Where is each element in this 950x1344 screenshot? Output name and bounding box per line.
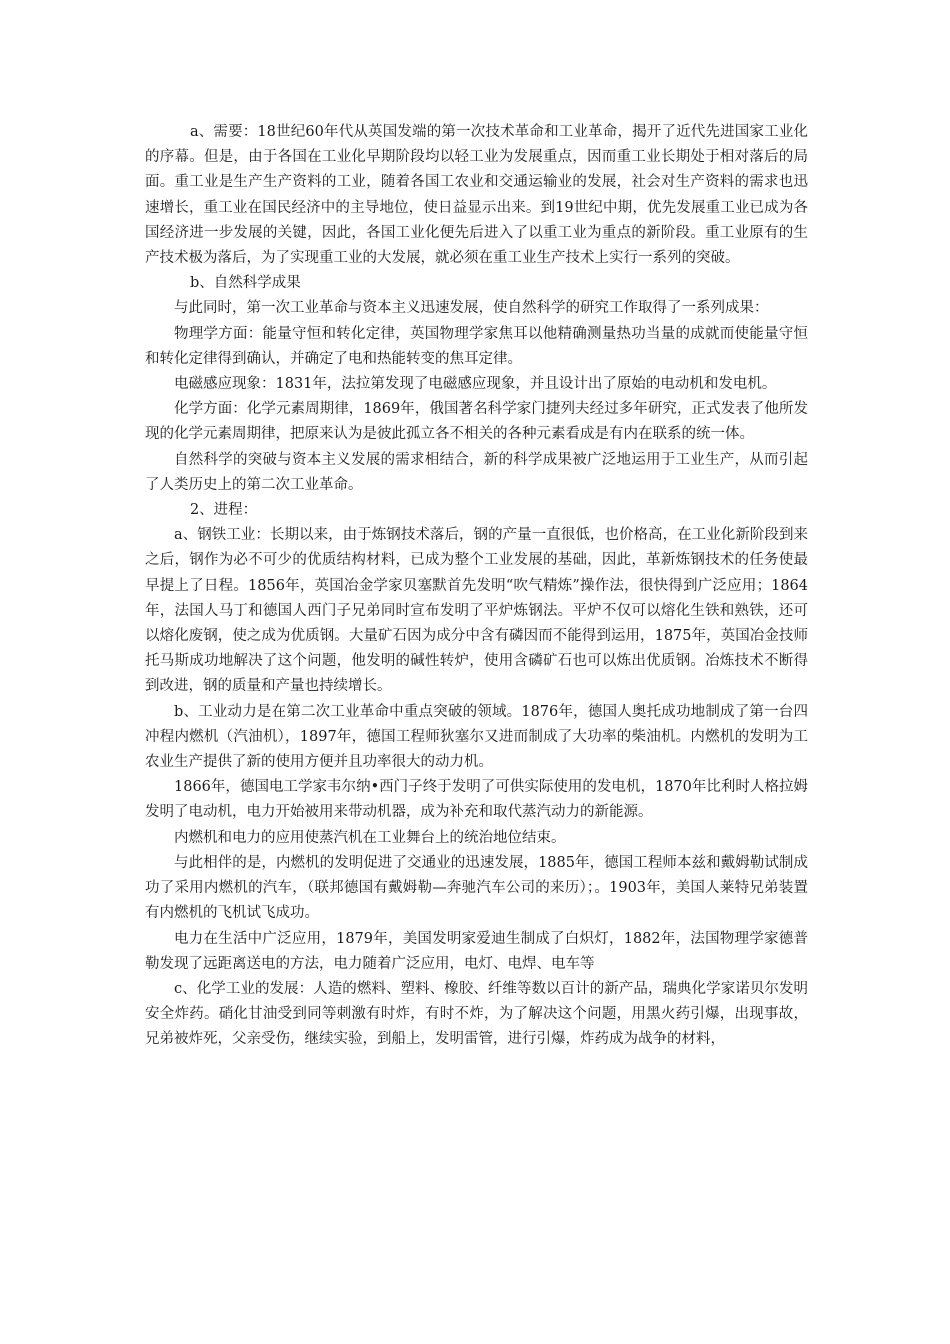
paragraph-demand: a、需要：18世纪60年代从英国发端的第一次技术革命和工业革命，揭开了近代先进国家工业化的序幕。但是，由于各国在工业化早期阶段均以轻工业为发展重点，因而重工业长期处于相对落后的局面。重工业是生产生产资料的工业，随着各国工农业和交通运输业的发展，社会对生产资料的需求也迅速增长，重工业在国民经济中的主导地位，使日益显示出来。到19世纪中期，优先发展重工业已成为各国经济进一步发展的关键，因此，各国工业化便先后进入了以重工业为重点的新阶段。重工业原有的生产技术极为落后，为了实现重工业的大发展，就必须在重工业生产技术上实行一系列的突破。 bbox=[145, 124, 808, 267]
paragraph-chemical-industry: c、化学工业的发展：人造的燃料、塑料、橡胶、纤维等数以百计的新产品，瑞典化学家诺贝尔发明安全炸药。硝化甘油受到同等刺激有时炸，有时不炸，为了解决这个问题，用黑火药引爆，出现事故，兄弟被炸死，父亲受伤，继续实验，到船上，发明雷管，进行引爆，炸药成为战争的材料， bbox=[145, 980, 808, 1048]
paragraph-steel-industry: a、钢铁工业：长期以来，由于炼钢技术落后，钢的产量一直很低，也价格高，在工业化新阶段到来之后，钢作为必不可少的优质结构材料，已成为整个工业发展的基础，因此，革新炼钢技术的任务使最早提上了日程。1856年，英国冶金学家贝塞默首先发明“吹气精炼”操作法，很快得到广泛应用；1864年，法国人马丁和德国人西门子兄弟同时宣布发明了平炉炼钢法。平炉不仅可以熔化生铁和熟铁，还可以熔化废钢，使之成为优质钢。大量矿石因为成分中含有磷因而不能得到运用，1875年，英国冶金技师托马斯成功地解决了这个问题，他发明的碱性转炉，使用含磷矿石也可以炼出优质钢。冶炼技术不断得到改进，钢的质量和产量也持续增长。 bbox=[145, 527, 808, 695]
paragraph-electromagnetic: 电磁感应现象：1831年，法拉第发现了电磁感应现象，并且设计出了原始的电动机和发电机。 bbox=[174, 376, 777, 393]
paragraph-electricity: 电力在生活中广泛应用，1879年，美国发明家爱迪生制成了白炽灯，1882年，法国物理学家德普勒发现了远距离送电的方法，电力随着广泛应用，电灯、电焊、电车等 bbox=[145, 930, 808, 972]
paragraph-transport: 与此相伴的是，内燃机的发明促进了交通业的迅速发展，1885年，德国工程师本兹和戴姆勒试制成功了采用内燃机的汽车，（联邦德国有戴姆勒—奔驰汽车公司的来历）；。1903年，美国人莱特兄弟装置有内燃机的飞机试飞成功。 bbox=[145, 854, 808, 922]
paragraph-power-engine: b、工业动力是在第二次工业革命中重点突破的领域。1876年，德国人奥托成功地制成了第一台四冲程内燃机（汽油机），1897年，德国工程师狄塞尔又进而制成了大功率的柴油机。内燃机的发明为工农业生产提供了新的使用方便并且功率很大的动力机。 bbox=[145, 703, 808, 771]
paragraph-science-industry: 自然科学的突破与资本主义发展的需求相结合，新的科学成果被广泛地运用于工业生产，从而引起了人类历史上的第二次工业革命。 bbox=[145, 451, 808, 493]
heading-process: 2、进程： bbox=[189, 502, 258, 519]
document-body bbox=[145, 120, 808, 1053]
paragraph-generator: 1866年，德国电工学家韦尔纳•西门子终于发明了可供实际使用的发电机，1870年比利时人格拉姆发明了电动机，电力开始被用来带动机器，成为补充和取代蒸汽动力的新能源。 bbox=[145, 779, 808, 821]
paragraph-physics: 物理学方面：能量守恒和转化定律，英国物理学家焦耳以他精确测量热功当量的成就而使能量守恒和转化定律得到确认，并确定了电和热能转变的焦耳定律。 bbox=[145, 325, 808, 367]
paragraph-chemistry: 化学方面：化学元素周期律，1869年，俄国著名科学家门捷列夫经过多年研究，正式发表了他所发现的化学元素周期律，把原来认为是彼此孤立各不相关的各种元素看成是有内在联系的统一体。 bbox=[145, 401, 808, 443]
paragraph-science-progress: 与此同时，第一次工业革命与资本主义迅速发展，使自然科学的研究工作取得了一系列成果： bbox=[174, 300, 769, 317]
paragraph-steam-end: 内燃机和电力的应用使蒸汽机在工业舞台上的统治地位结束。 bbox=[174, 829, 566, 846]
heading-natural-science: b、自然科学成果 bbox=[189, 275, 301, 292]
